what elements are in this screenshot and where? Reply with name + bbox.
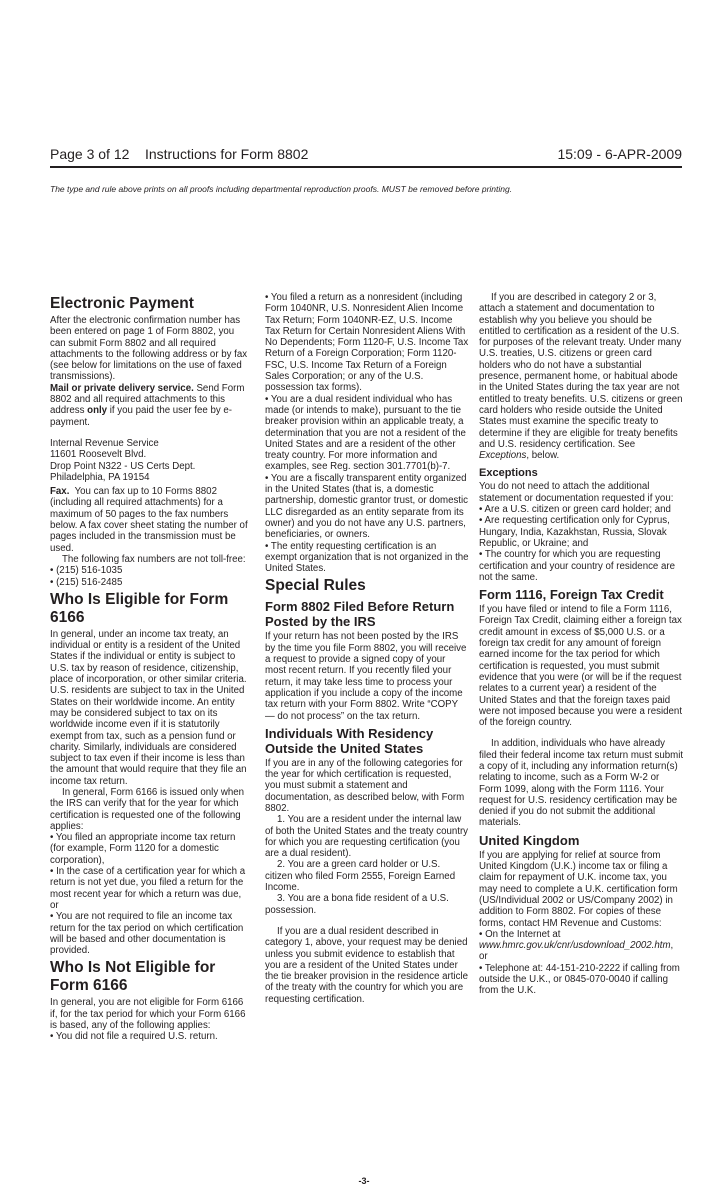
- address-line: Internal Revenue Service: [50, 437, 159, 449]
- address-line: 11601 Roosevelt Blvd.: [50, 449, 147, 461]
- bullet-item: • You are a fiscally transparent entity organized in the United States (that is, a domestic partnership, domestic grantor trust, or domestic LLC disregarded as an entity separate from its owner) and you do not have any U.S. partners, beneficiaries, or owners.: [265, 472, 468, 541]
- paragraph-fax: [50, 486, 252, 554]
- numbered-item: 3. You are a bona fide resident of a U.S. possession.: [265, 893, 449, 916]
- heading-individuals-residency: Individuals With Residency Outside the United States: [265, 725, 434, 756]
- header-rule: [50, 166, 682, 168]
- exceptions-ref: Exceptions: [479, 450, 527, 462]
- paragraph: In general, under an income tax treaty, an individual or entity is a resident of the United States if the individual or entity is subject to U.S. tax by reason of residence, citizenship, place of incorporation, or other similar criteria. U.S. residents are subject to tax in the United States on their worldwide income. An entity may be considered subject to tax on its worldwide income even if it is statutorily exempt from tax, such as a pension fund or charity. Similarly, individuals are considered subject to tax even if their income is less than the amount that would require that they file an income tax return.: [50, 628, 247, 787]
- bullet-item: [479, 929, 684, 963]
- bullet-item: • You are not required to file an income tax return for the tax period on which certification will be based and other documentation is provided.: [50, 911, 244, 957]
- heading-united-kingdom: United Kingdom: [479, 832, 580, 848]
- text-run: • On the Internet at: [479, 928, 561, 940]
- bullet-item: • You are a dual resident individual who has made (or intends to make), pursuant to the tie breaker provision within an applicable treaty, a determination that you are not a resident of the United States and are a resident of the other treaty country. For more information and examples, see Reg. section 301.7701(b)-7.: [265, 393, 466, 473]
- paragraph: If you are applying for relief at source from United Kingdom (U.K.) income tax or filing a claim for repayment of U.K. income tax, you may need to complete a U.K. certification form (US/Individual 2002 or US/Company 2002) in addition to Form 8802. For copies of these forms, contact HM Revenue and Customs:: [479, 849, 678, 929]
- heading-who-is-not-eligible: Who Is Not Eligible for Form 6166: [50, 959, 216, 995]
- numbered-item: 2. You are a green card holder or U.S. citizen who filed Form 2555, Foreign Earned Income.: [265, 859, 456, 894]
- hmrc-url: www.hmrc.gov.uk/cnr/usdownload_2002.htm: [479, 940, 671, 952]
- bullet-item: • (215) 516-1035: [50, 565, 123, 577]
- paragraph: In general, you are not eligible for Form 6166 if, for the tax period for which your Form 6166 is based, any of the following applies:: [50, 997, 246, 1032]
- header-page-title: Page 3 of 12 Instructions for Form 8802: [50, 146, 309, 162]
- bullet-item: • You filed a return as a nonresident (including Form 1040NR, U.S. Nonresident Alien Income Tax Return; Form 1040NR-EZ, U.S. Income Tax Return for Certain Nonresident Aliens With No Dependents; Form 1120-F, U.S. Income Tax Return of a Foreign Corporation; Form 1120-FSC, U.S. Income Tax Return of a Foreign Sales Corporation; or any of the U.S. possession tax forms).: [265, 292, 469, 394]
- paragraph: If you are in any of the following categories for the year for which certification is requested, you must submit a statement and documentation, as described below, with Form 8802.: [265, 757, 465, 814]
- paragraph: [479, 292, 684, 461]
- bullet-item: • You did not file a required U.S. return.: [50, 1031, 218, 1043]
- paragraph: If you have filed or intend to file a Form 1116, Foreign Tax Credit, claiming either a foreign tax credit amount in excess of $5,000 U.S. or a foreign tax credit for any amount of foreign earned income for the tax period for which certification is requested, you must submit evidence that you were (or will be if the request relates to a current year) a resident of the United States and that the foreign taxes paid were not imposed because you were a resident of the foreign country.: [479, 604, 683, 729]
- text-run: , below.: [526, 450, 560, 462]
- paragraph: The following fax numbers are not toll-free:: [62, 553, 246, 565]
- heading-electronic-payment: Electronic Payment: [50, 295, 194, 312]
- bullet-item: • The country for which you are requesting certification and your country of residence are not the same.: [479, 549, 676, 583]
- text-run: If you are described in category 2 or 3, attach a statement and documentation to establish why you believe you should be entitled to certification as a resident of the U.S. for purposes of the relevant treaty. Under many U.S. treaties, U.S. citizens or green card holders who do not have a substantial presence, permanent home, or habitual abode in the United States during the tax year are not entitled to treaty benefits. U.S. citizens or green card holders who reside outside the United States must examine the specific treaty to determine if they are eligible for treaty benefits and U.S. residency certification. See: [479, 292, 683, 450]
- heading-who-is-eligible: Who Is Eligible for Form 6166: [50, 590, 229, 626]
- address-line: Drop Point N322 - US Certs Dept.: [50, 460, 196, 472]
- paragraph: You do not need to attach the additional statement or documentation requested if you:: [479, 481, 674, 504]
- text-run: if you paid the user fee by e-payment.: [50, 405, 233, 428]
- address-line: Philadelphia, PA 19154: [50, 471, 150, 483]
- heading-exceptions: Exceptions: [479, 467, 538, 480]
- bullet-item: • Are a U.S. citizen or green card holder; and: [479, 504, 671, 516]
- paragraph: In general, Form 6166 is issued only when the IRS can verify that for the year for which certification is requested one of the following applies:: [50, 786, 245, 832]
- bullet-item: • (215) 516-2485: [50, 576, 123, 588]
- column-left: [50, 292, 252, 1043]
- paragraph: After the electronic confirmation number has been entered on page 1 of Form 8802, you can submit Form 8802 and all required attachments to the following address or by fax (see below for limitations on the use of faxed transmissions).: [50, 315, 248, 383]
- paragraph: In addition, individuals who have already filed their federal income tax return must submit a copy of it, including any information return(s) relating to income, such as a Form W-2 or Form 1099, along with the Form 1116. Your request for U.S. residency certification may be denied if you do not submit the additional materials.: [479, 738, 684, 829]
- paragraph-mail: [50, 383, 252, 428]
- heading-form-8802-filed-before: Form 8802 Filed Before Return Posted by the IRS: [265, 599, 455, 630]
- paragraph: If you are a dual resident described in category 1, above, your request may be denied unless you submit evidence to establish that you are a resident of the United States under the tie breaker provision in the residence article of the treaty with the country for which you are requesting certification.: [265, 925, 469, 1005]
- heading-special-rules: Special Rules: [265, 577, 366, 595]
- text-run: Send Form 8802 and all required attachments to this address: [50, 382, 245, 417]
- paragraph: If your return has not been posted by the IRS by the time you file Form 8802, you will receive a request to provide a signed copy of your most recent return. If you recently filed your return, it may take less time to process your application if you include a copy of the income tax return with your Form 8802. Write “COPY — do not process” on the tax return.: [265, 631, 467, 722]
- proof-note: The type and rule above prints on all proofs including departmental reproduction proofs. MUST be removed before printing.: [50, 184, 513, 194]
- bullet-item: • You filed an appropriate income tax return (for example, Form 1120 for a domestic corporation),: [50, 832, 236, 866]
- bullet-item: • In the case of a certification year for which a return is not yet due, you filed a return for the most recent year for which a return was due, or: [50, 866, 246, 911]
- heading-form-1116: Form 1116, Foreign Tax Credit: [479, 587, 664, 603]
- page-number: -3-: [358, 1176, 370, 1186]
- column-right: [479, 292, 684, 997]
- mail-label: Mail or private delivery service.: [50, 382, 194, 394]
- bullet-item: • The entity requesting certification is an exempt organization that is not organized in the United States.: [265, 540, 469, 575]
- bullet-item: • Telephone at: 44-151-210-2222 if calling from outside the U.K., or 0845-070-0040 if calling from the U.K.: [479, 962, 680, 997]
- text-run: You can fax up to 10 Forms 8802 (including all required attachments) for a maximum of 50 pages to the fax numbers below. A fax cover sheet stating the number of pages included in the transmission must be used.: [50, 486, 251, 554]
- emphasis-only: only: [87, 405, 108, 417]
- text-run: , or: [479, 940, 674, 963]
- bullet-item: • Are requesting certification only for Cyprus, Hungary, India, Kazakhstan, Russia, Slovak Republic, or Ukraine; and: [479, 515, 670, 549]
- numbered-item: 1. You are a resident under the internal law of both the United States and the treaty country for which you are requesting certification (you are a dual resident).: [265, 814, 469, 860]
- column-middle: [265, 292, 469, 1005]
- header-timestamp: 15:09 - 6-APR-2009: [557, 146, 682, 162]
- fax-label: Fax.: [50, 486, 70, 498]
